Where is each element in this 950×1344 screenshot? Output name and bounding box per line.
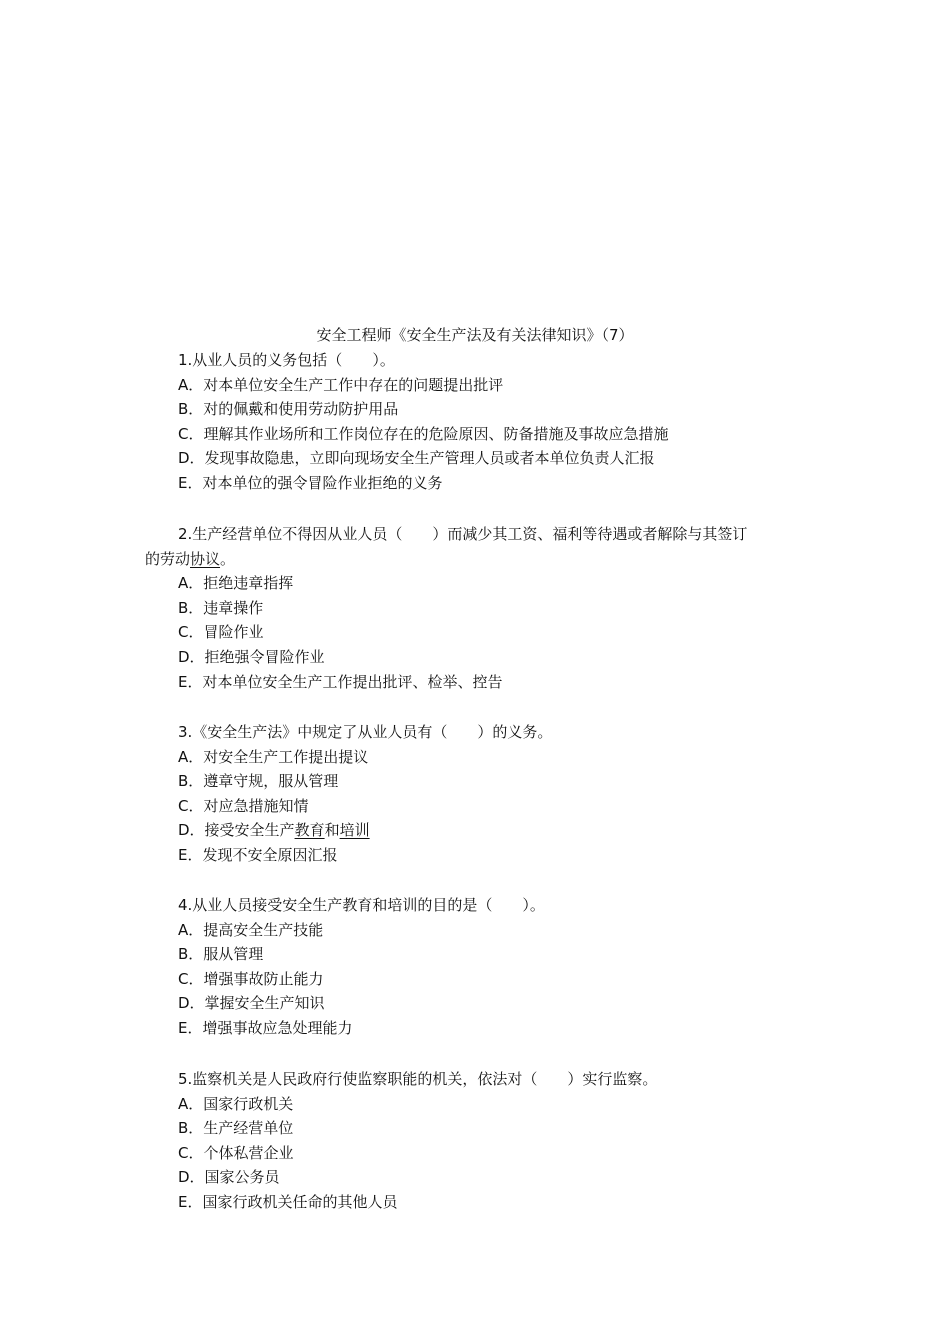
question-4 — [0, 893, 950, 1041]
question-stem: 2.生产经营单位不得因从业人员（ ）而减少其工资、福利等待遇或者解除与其签订 — [178, 525, 748, 543]
option-a: A．对安全生产工作提出提议 — [178, 747, 369, 766]
question-5 — [0, 1067, 950, 1215]
underlined-term: 教育 — [294, 821, 325, 840]
option-d: D．国家公务员 — [178, 1168, 280, 1187]
option-c: C．冒险作业 — [178, 623, 264, 642]
option-a: A．对本单位安全生产工作中存在的问题提出批评 — [178, 375, 504, 394]
underlined-term: 协议 — [190, 549, 221, 568]
question-stem: 1.从业人员的义务包括（ ）。 — [178, 351, 395, 369]
option-text: D．接受安全生产 — [178, 821, 295, 840]
underlined-term: 培训 — [339, 821, 370, 840]
question-3 — [0, 720, 950, 868]
option-e: E．对本单位安全生产工作提出批评、检举、控告 — [178, 672, 503, 691]
option-a: A．拒绝违章指挥 — [178, 574, 294, 593]
option-a: A．国家行政机关 — [178, 1094, 294, 1113]
question-stem: 5.监察机关是人民政府行使监察职能的机关，依法对（ ）实行监察。 — [178, 1070, 658, 1088]
option-e: E．国家行政机关任命的其他人员 — [178, 1192, 398, 1211]
option-c: C．个体私营企业 — [178, 1143, 294, 1162]
option-text: 和 — [324, 821, 340, 840]
stem-text: 。 — [220, 549, 236, 568]
stem-text: 的劳动 — [145, 549, 191, 568]
option-d: D．掌握安全生产知识 — [178, 994, 325, 1013]
question-stem-continued — [0, 547, 950, 572]
option-d: D．发现事故隐患，立即向现场安全生产管理人员或者本单位负责人汇报 — [178, 449, 655, 468]
option-b: B．对的佩戴和使用劳动防护用品 — [178, 400, 399, 419]
option-a: A．提高安全生产技能 — [178, 920, 324, 939]
option-b: B．服从管理 — [178, 945, 264, 964]
option-b: B．生产经营单位 — [178, 1119, 294, 1138]
option-c: C．增强事故防止能力 — [178, 969, 324, 988]
option-c: C．理解其作业场所和工作岗位存在的危险原因、防备措施及事故应急措施 — [178, 424, 669, 443]
option-e: E．发现不安全原因汇报 — [178, 845, 338, 864]
option-c: C．对应急措施知情 — [178, 796, 309, 815]
question-stem: 3.《安全生产法》中规定了从业人员有（ ）的义务。 — [178, 723, 553, 741]
question-1 — [0, 348, 950, 496]
option-e: E．对本单位的强令冒险作业拒绝的义务 — [178, 473, 443, 492]
option-d — [0, 818, 950, 843]
option-b: B．违章操作 — [178, 598, 264, 617]
document-title: 安全工程师《安全生产法及有关法律知识》（7） — [316, 326, 634, 344]
option-d: D．拒绝强令冒险作业 — [178, 647, 325, 666]
question-stem: 4.从业人员接受安全生产教育和培训的目的是（ ）。 — [178, 896, 545, 914]
question-2 — [0, 522, 950, 694]
option-e: E．增强事故应急处理能力 — [178, 1018, 353, 1037]
option-b: B．遵章守规，服从管理 — [178, 772, 339, 791]
